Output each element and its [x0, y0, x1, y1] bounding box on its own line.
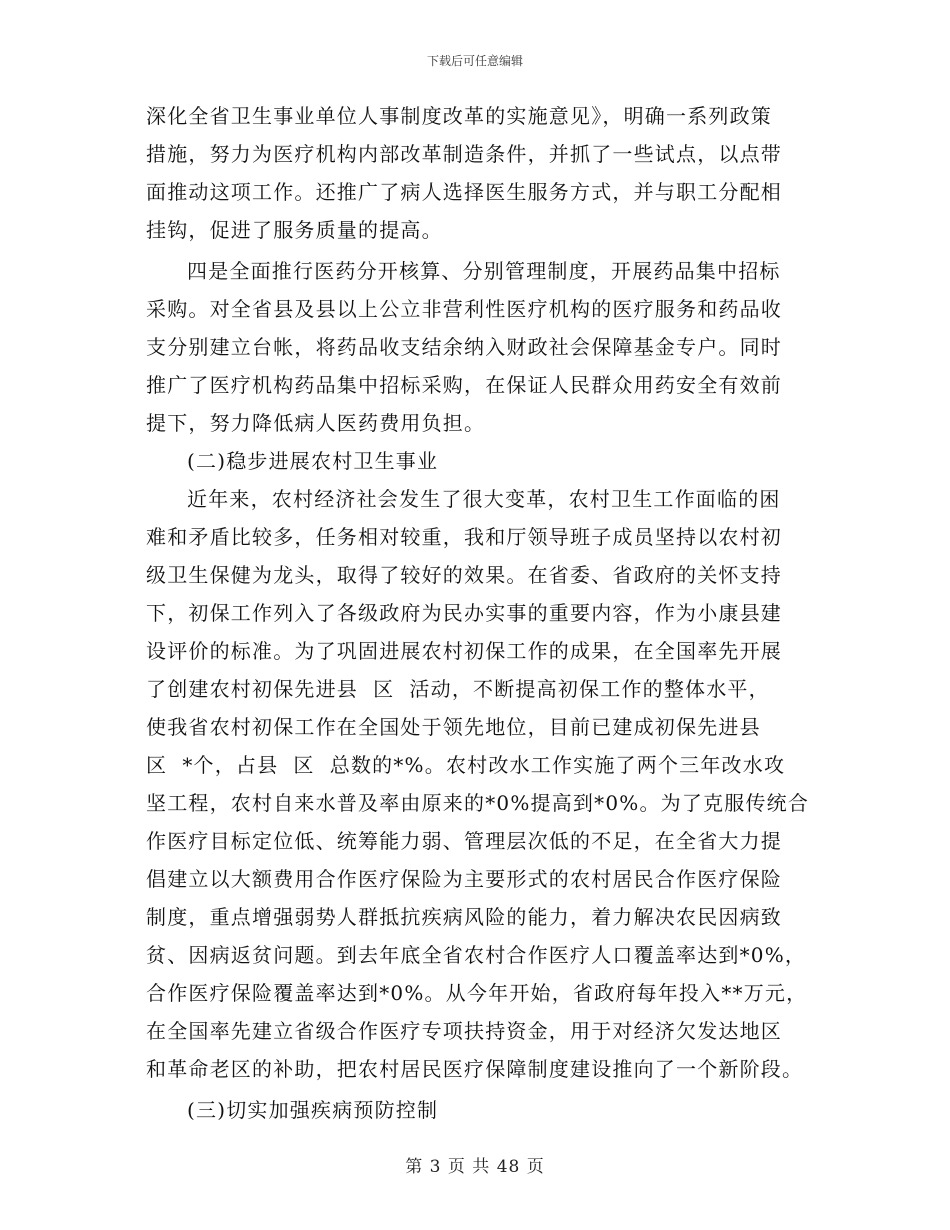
text-line: 区 *个，占县 区 总数的*%。农村改水工作实施了两个三年改水攻: [146, 753, 786, 777]
paragraph: [146, 97, 810, 249]
text-line: 了创建农村初保先进县 区 活动，不断提高初保工作的整体水平，: [146, 677, 770, 701]
text-line: 采购。对全省县及县以上公立非营利性医疗机构的医疗服务和药品收: [146, 297, 782, 321]
document-body: [146, 97, 810, 1129]
heading-line: (三)切实加强疾病预防控制: [187, 1098, 439, 1122]
section-heading: [146, 1091, 810, 1129]
text-line: 推广了医疗机构药品集中招标采购，在保证人民群众用药安全有效前: [146, 373, 782, 397]
text-line: 级卫生保健为龙头，取得了较好的效果。在省委、省政府的关怀支持: [146, 563, 782, 587]
text-line: 难和矛盾比较多，任务相对较重，我和厅领导班子成员坚持以农村初: [146, 525, 782, 549]
heading-line: (二)稳步进展农村卫生事业: [187, 449, 439, 473]
text-line: 深化全省卫生事业单位人事制度改革的实施意见》，明确一系列政策: [146, 104, 772, 128]
text-line: 制度，重点增强弱势人群抵抗疾病风险的能力，着力解决农民因病致: [146, 905, 782, 929]
text-line: 作医疗目标定位低、统筹能力弱、管理层次低的不足，在全省大力提: [146, 829, 782, 853]
text-line: 使我省农村初保工作在全国处于领先地位，目前已建成初保先进县: [146, 715, 761, 739]
text-line: 提下，努力降低病人医药费用负担。: [146, 411, 486, 435]
text-line: 面推动这项工作。还推广了病人选择医生服务方式，并与职工分配相: [146, 180, 782, 204]
text-line: 贫、因病返贫问题。到去年底全省农村合作医疗人口覆盖率达到*0%，: [146, 943, 807, 967]
text-line: 在全国率先建立省级合作医疗专项扶持资金，用于对经济欠发达地区: [146, 1019, 782, 1043]
text-line: 近年来，农村经济社会发生了很大变革，农村卫生工作面临的困: [187, 487, 781, 511]
text-line: 挂钩，促进了服务质量的提高。: [146, 218, 443, 242]
paragraph: [146, 480, 810, 1088]
text-line: 设评价的标准。为了巩固进展农村初保工作的成果，在全国率先开展: [146, 639, 782, 663]
text-line: 四是全面推行医药分开核算、分别管理制度，开展药品集中招标: [187, 259, 781, 283]
paragraph: [146, 252, 810, 442]
page-number-footer: 第 3 页 共 48 页: [405, 1157, 545, 1177]
page-header-note: 下载后可任意编辑: [426, 54, 523, 68]
text-line: 合作医疗保险覆盖率达到*0%。从今年开始，省政府每年投入**万元，: [146, 981, 808, 1005]
text-line: 倡建立以大额费用合作医疗保险为主要形式的农村居民合作医疗保险: [146, 867, 782, 891]
text-line: 坚工程，农村自来水普及率由原来的*0%提高到*0%。为了克服传统合: [146, 791, 810, 815]
text-line: 和革命老区的补助，把农村居民医疗保障制度建设推向了一个新阶段。: [146, 1057, 804, 1081]
text-line: 支分别建立台帐，将药品收支结余纳入财政社会保障基金专户。同时: [146, 335, 782, 359]
text-line: 措施，努力为医疗机构内部改革制造条件，并抓了一些试点，以点带: [146, 142, 782, 166]
section-heading: [146, 442, 810, 480]
text-line: 下，初保工作列入了各级政府为民办实事的重要内容，作为小康县建: [146, 601, 782, 625]
